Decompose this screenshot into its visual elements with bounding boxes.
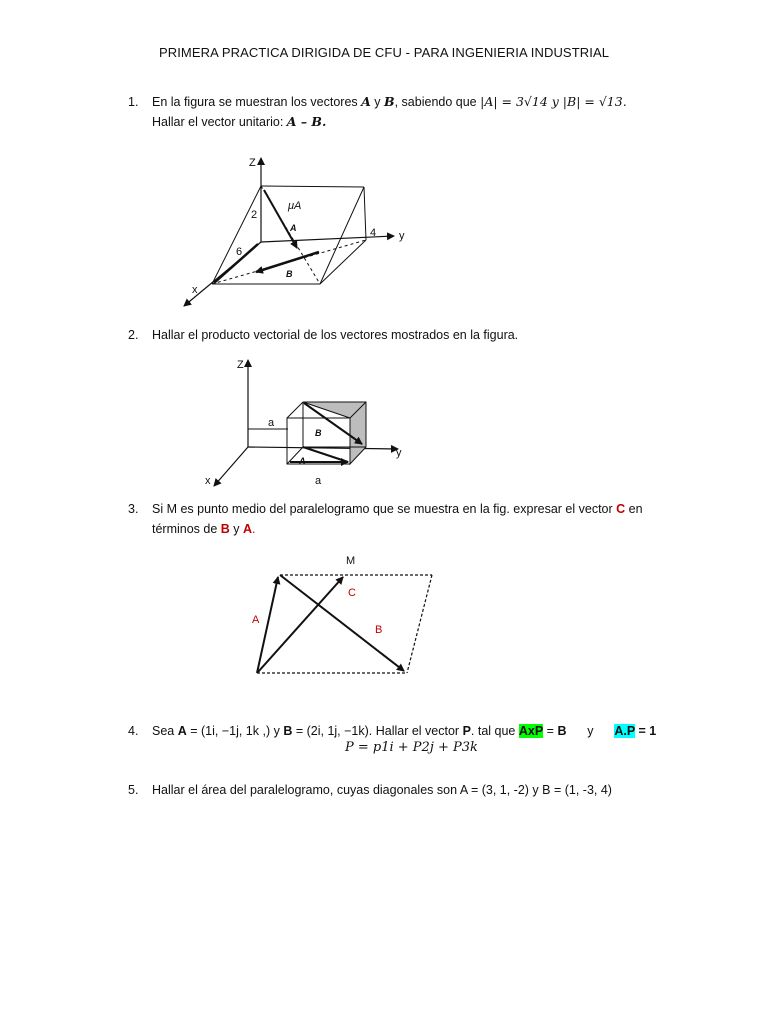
vector-a-arrow — [257, 577, 278, 673]
b-label: B — [286, 269, 293, 279]
b-result: B — [557, 724, 567, 738]
period: . — [252, 522, 256, 536]
magnitude-expression: |A| = 3√14 y |B| = √13. — [480, 94, 627, 109]
b-term: B — [220, 522, 230, 536]
a-dim-label: a — [268, 417, 275, 429]
page-title: PRIMERA PRACTICA DIRIGIDA DE CFU - PARA INGENIERIA INDUSTRIAL — [158, 45, 610, 60]
z-label: Z — [237, 359, 244, 371]
problem-4 — [130, 721, 690, 741]
c-term: C — [616, 502, 626, 516]
problem-number: 5. — [128, 783, 139, 797]
equals: = — [543, 724, 558, 738]
conjunction: y — [566, 724, 615, 738]
problem-number: 2. — [128, 328, 139, 342]
a-term: A — [243, 522, 253, 536]
x-label: x — [192, 284, 198, 296]
problem-number: 3. — [128, 502, 139, 516]
cross-product-highlight: AxP — [518, 724, 544, 738]
a-label: A — [252, 614, 260, 626]
dim-4-label: 4 — [370, 227, 377, 239]
problem-3-text: Si M es punto medio del paralelogramo que se muestra en la fig. expresar el vector — [152, 502, 617, 516]
problem-1-line2: Hallar el vector unitario: — [152, 115, 287, 129]
problem-number: 4. — [128, 724, 139, 738]
vector-b-label: B — [384, 94, 395, 109]
b-label: B — [375, 624, 383, 636]
a-components: = (1i, −1j, 1k ,) y — [186, 724, 284, 738]
problem-1-text: En la figura se muestran los vectores — [152, 95, 362, 109]
one-result: 1 — [649, 724, 657, 738]
problem-4-text-2: . tal que — [470, 724, 519, 738]
a-label: A — [290, 223, 297, 233]
b-label: B — [315, 428, 322, 438]
dim-6-label: 6 — [236, 246, 243, 258]
p-formula: P = p1i + P2j + P3k — [345, 740, 478, 755]
problem-2-text: Hallar el producto vectorial de los vectores mostrados en la figura. — [152, 328, 519, 342]
y-label: y — [399, 230, 405, 242]
p-term: P — [462, 724, 471, 738]
problem-4-text: Sea — [152, 724, 178, 738]
unit-vector-label: μA — [288, 200, 302, 212]
dim-2-label: 2 — [251, 209, 258, 221]
y-label: y — [396, 447, 402, 459]
vector-b-arrow — [280, 575, 404, 671]
conjunction: y — [229, 522, 244, 536]
b-term: B — [283, 724, 293, 738]
problem-5 — [130, 780, 650, 800]
conjunction: y — [370, 95, 385, 109]
a-term: A — [177, 724, 187, 738]
vector-a-label: A — [361, 94, 371, 109]
a-dim-label-2: a — [315, 475, 322, 487]
problem-number: 1. — [128, 95, 139, 109]
m-label: M — [346, 555, 356, 567]
z-label: Z — [249, 157, 256, 169]
problem-1-text-2: , sabiendo que — [394, 95, 481, 109]
problem-5-text: Hallar el área del paralelogramo, cuyas diagonales son A = (3, 1, -2) y B = (1, -3, 4) — [152, 783, 612, 797]
equals-2: = — [635, 724, 650, 738]
a-label: A — [299, 456, 306, 466]
unit-vector-expression: A – B. — [286, 114, 327, 129]
problem-3-line2: términos de — [152, 522, 221, 536]
dot-product-highlight: A.P — [614, 724, 636, 738]
problem-3-text-2: en — [625, 502, 643, 516]
c-label: C — [348, 587, 356, 599]
b-components: = (2i, 1j, −1k). Hallar el vector — [292, 724, 463, 738]
x-label: x — [205, 475, 211, 487]
